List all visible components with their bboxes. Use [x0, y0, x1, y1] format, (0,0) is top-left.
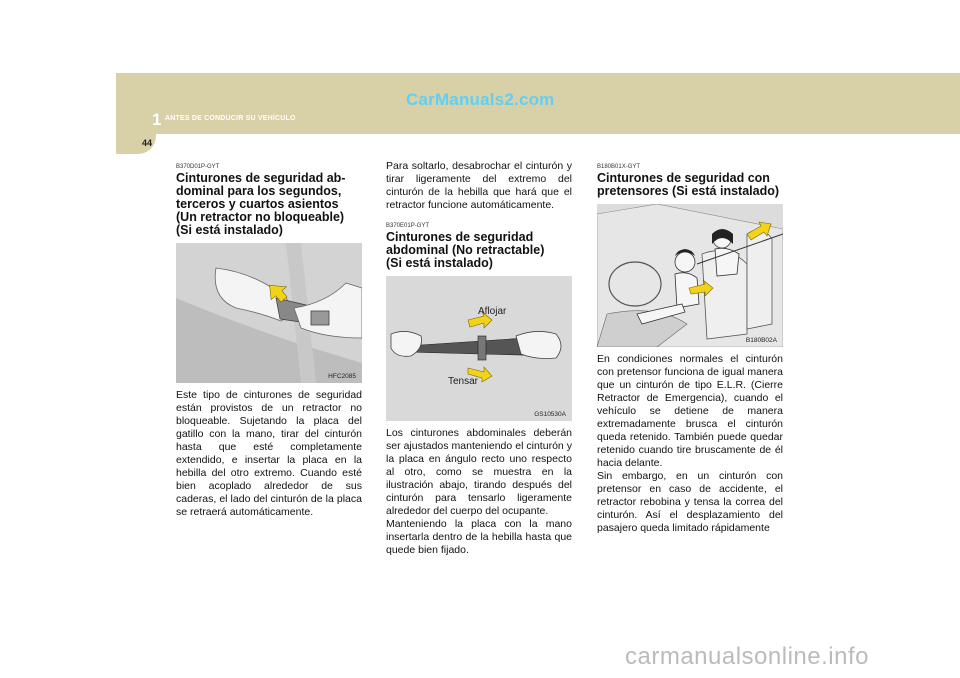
- section-heading: [386, 231, 572, 270]
- chapter-number: 1: [152, 110, 162, 129]
- section-code: B180B01X-GYT: [597, 164, 641, 170]
- figure-pretensioner-car: [597, 204, 783, 347]
- figure-code: HFC2085: [328, 373, 356, 380]
- heading-line: Cinturones de seguridad: [386, 230, 534, 244]
- column-1: [176, 163, 362, 519]
- car-interior-illustration: [597, 204, 783, 347]
- heading-line: Cinturones de seguridad ab-: [176, 171, 346, 185]
- heading-line: terceros y cuartos asientos: [176, 197, 339, 211]
- figure-code: B180B02A: [745, 337, 777, 344]
- body-paragraph: Los cinturones abdominales deberán ser ajustados manteniendo el cinturón y la placa en ángulo recto uno respecto al otro, como se muestra en la ilustración abajo, tirando después del cinturón para tensarlo ligeramente alrededor del cuerpo del ocupante.: [386, 427, 572, 517]
- section-code: B370D01P-GYT: [176, 164, 220, 170]
- heading-line: dominal para los segundos,: [176, 184, 342, 198]
- body-paragraph-2: Manteniendo la placa con la mano insertarla dentro de la hebilla hasta que quede bien fijado.: [386, 518, 572, 556]
- heading-line: Cinturones de seguridad con: [597, 171, 770, 185]
- heading-line: (Si está instalado): [176, 223, 283, 237]
- heading-line: pretensores (Si está instalado): [597, 184, 780, 198]
- lap-belt-illustration: [386, 276, 572, 421]
- body-paragraph: Este tipo de cinturones de seguridad están provistos de un retractor no bloqueable. Sujetando la placa del gatillo con la mano, tirar del cinturón hasta que esté completamente extendido, e insertar la placa en la hebilla del otro extremo. Cuando esté bien acoplado alrededor de sus caderas, el lado del cinturón de la placa se retraerá automáticamente.: [176, 389, 362, 518]
- watermark-link-top[interactable]: CarManuals2.com: [406, 90, 555, 109]
- page-number: 44: [142, 138, 153, 148]
- label-loosen: Aflojar: [478, 306, 507, 317]
- figure-code: GS10530A: [534, 411, 566, 418]
- heading-line: (Un retractor no bloqueable): [176, 210, 345, 224]
- section-heading: [597, 172, 783, 198]
- section-heading: [176, 172, 362, 237]
- label-tighten: Tensar: [448, 376, 479, 387]
- figure-lap-belt: [386, 276, 572, 421]
- body-paragraph-2: Sin embargo, en un cinturón con pretensor en caso de accidente, el retractor rebobina y tensa la correa del cinturón. Así el desplazamiento del pasajero queda limitado rápidamente: [597, 470, 783, 534]
- chapter-title: ANTES DE CONDUCIR SU VEHÍCULO: [165, 115, 296, 122]
- figure-buckle-hands: [176, 243, 362, 383]
- column-2: [386, 160, 572, 557]
- heading-line: abdominal (No retractable): [386, 243, 545, 257]
- column-3: [597, 163, 783, 535]
- intro-paragraph: Para soltarlo, desabrochar el cinturón y tirar ligeramente del extremo del cinturón de la hebilla que hará que el retractor funcione automáticamente.: [386, 160, 572, 211]
- buckle-illustration: [176, 243, 362, 383]
- section-code: B370E01P-GYT: [386, 223, 430, 229]
- body-paragraph: En condiciones normales el cinturón con pretensor funciona de igual manera que un cinturón de tipo E.L.R. (Cierre Retractor de Emergencia), cuando el vehículo se detiene de manera extremadamente brusca el cinturón queda retenido. También puede quedar retenido cuando tire bruscamente de él hacia delante.: [597, 353, 783, 469]
- watermark-link-bottom[interactable]: carmanualsonline.info: [625, 643, 869, 670]
- heading-line: (Si está instalado): [386, 256, 493, 270]
